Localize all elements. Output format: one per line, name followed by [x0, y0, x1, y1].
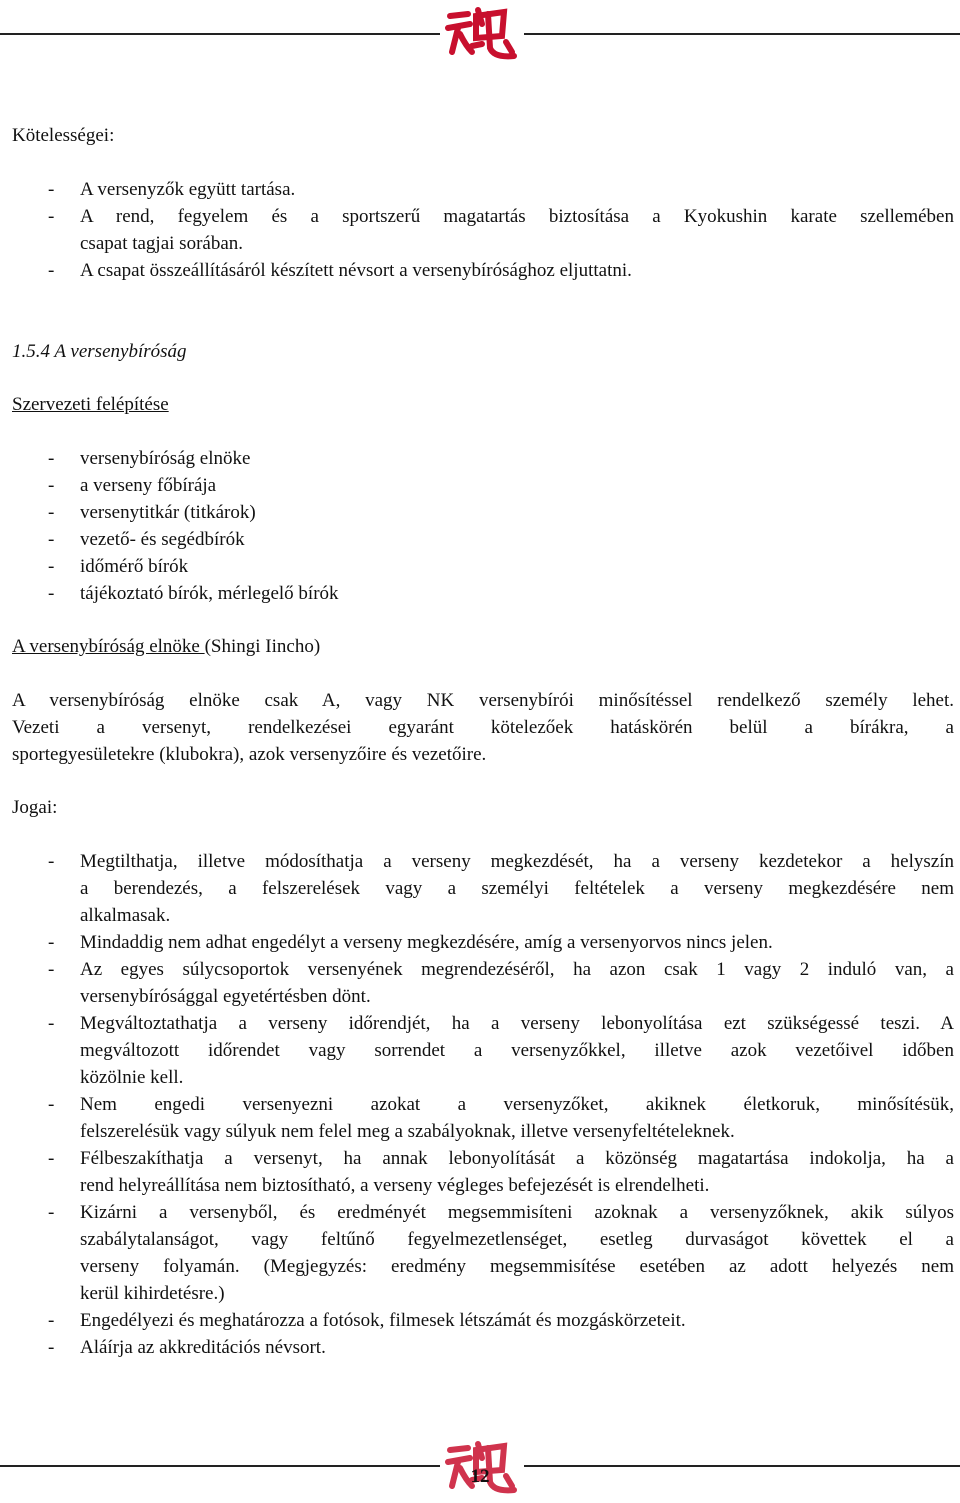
duty-text: A csapat összeállításáról készített névsort a versenybírósághoz eljuttatni.: [80, 260, 632, 281]
president-title-rest: (Shingi Iincho): [204, 636, 321, 657]
org-text: a verseny főbírája: [80, 475, 217, 496]
list-dash: -: [48, 502, 55, 523]
rights-text: alkalmasak.: [80, 905, 171, 926]
rights-text: a berendezés, a felszerelések vagy a személyi feltételek a verseny megkezdésére nem: [80, 878, 954, 899]
rights-text: Az egyes súlycsoportok versenyének megrendezéséről, ha azon csak 1 vagy 2 induló van, a: [80, 959, 954, 980]
org-text: versenytitkár (titkárok): [80, 502, 256, 523]
list-dash: -: [48, 206, 55, 227]
president-para-line: A versenybíróság elnöke csak A, vagy NK versenybírói minősítéssel rendelkező személy lehet.: [12, 690, 954, 711]
org-text: tájékoztató bírók, mérlegelő bírók: [80, 583, 339, 604]
rights-text: Félbeszakíthatja a versenyt, ha annak lebonyolítását a közönség magatartása indokolja, ha a: [80, 1148, 954, 1169]
rights-text: Megváltoztathatja a verseny időrendjét, ha a verseny lebonyolítása ezt szükségessé teszi. A: [80, 1013, 954, 1034]
rights-text: Nem engedi versenyezni azokat a versenyzőket, akiknek életkoruk, minősítésük,: [80, 1094, 954, 1115]
org-title: Szervezeti felépítése: [12, 394, 169, 415]
org-text: versenybíróság elnöke: [80, 448, 251, 469]
president-para-line: Vezeti a versenyt, rendelkezései egyaránt kötelezőek hatáskörén belül a bírákra, a: [12, 717, 954, 738]
rights-text: megváltozott időrendet vagy sorrendet a versenyzőkkel, illetve azok vezetőivel időben: [80, 1040, 954, 1061]
rights-text: Megtilthatja, illetve módosíthatja a verseny megkezdését, ha a verseny kezdetekor a helyszín: [80, 851, 954, 872]
president-title-underlined: A versenybíróság elnöke: [12, 636, 205, 657]
list-dash: -: [48, 1337, 55, 1358]
rights-text: kerül kihirdetésre.): [80, 1283, 225, 1304]
list-dash: -: [48, 583, 55, 604]
duty-text: csapat tagjai sorában.: [80, 233, 244, 254]
rights-text: közölnie kell.: [80, 1067, 184, 1088]
list-dash: -: [48, 260, 55, 281]
president-para-line: sportegyesületekre (klubokra), azok versenyzőire és vezetőire.: [12, 744, 487, 765]
page-number: 12: [470, 1466, 490, 1487]
org-text: időmérő bírók: [80, 556, 189, 577]
header-rule-left: [0, 33, 440, 35]
list-dash: -: [48, 1013, 55, 1034]
rights-text: felszerelésük vagy súlyuk nem felel meg a szabályoknak, illetve versenyfeltételeknek.: [80, 1121, 735, 1142]
footer-rule-right: [524, 1465, 960, 1467]
list-dash: -: [48, 1310, 55, 1331]
org-text: vezető- és segédbírók: [80, 529, 245, 550]
header-rule-right: [524, 33, 960, 35]
list-dash: -: [48, 448, 55, 469]
list-dash: -: [48, 1148, 55, 1169]
list-dash: -: [48, 1094, 55, 1115]
rights-text: verseny folyamán. (Megjegyzés: eredmény megsemmisítése esetében az adott helyezés nem: [80, 1256, 954, 1277]
duty-text: A rend, fegyelem és a sportszerű magatartás biztosítása a Kyokushin karate szellemében: [80, 206, 954, 227]
rights-text: rend helyreállítása nem biztosítható, a verseny végleges befejezését is elrendelheti.: [80, 1175, 710, 1196]
rights-text: Aláírja az akkreditációs névsort.: [80, 1337, 326, 1358]
list-dash: -: [48, 556, 55, 577]
list-dash: -: [48, 475, 55, 496]
list-dash: -: [48, 179, 55, 200]
rights-text: versenybírósággal egyetértésben dönt.: [80, 986, 371, 1007]
list-dash: -: [48, 529, 55, 550]
president-title: [12, 633, 320, 660]
rights-text: Mindaddig nem adhat engedélyt a verseny megkezdésére, amíg a versenyorvos nincs jelen.: [80, 932, 773, 953]
kanji-logo-icon: [442, 2, 522, 64]
rights-text: Kizárni a versenyből, és eredményét megsemmisíteni azoknak a versenyzőknek, akik súlyos: [80, 1202, 954, 1223]
section-heading: 1.5.4 A versenybíróság: [12, 341, 187, 362]
rights-text: Engedélyezi és meghatározza a fotósok, filmesek létszámát és mozgáskörzeteit.: [80, 1310, 686, 1331]
list-dash: -: [48, 1202, 55, 1223]
list-dash: -: [48, 851, 55, 872]
rights-title: Jogai:: [12, 797, 58, 818]
list-dash: -: [48, 959, 55, 980]
rights-text: szabálytalanságot, vagy feltűnő fegyelmezetlenséget, esetleg durvaságot követtek el a: [80, 1229, 954, 1250]
duty-text: A versenyzők együtt tartása.: [80, 179, 296, 200]
duties-title: Kötelességei:: [12, 125, 115, 146]
footer-rule-left: [0, 1465, 440, 1467]
list-dash: -: [48, 932, 55, 953]
